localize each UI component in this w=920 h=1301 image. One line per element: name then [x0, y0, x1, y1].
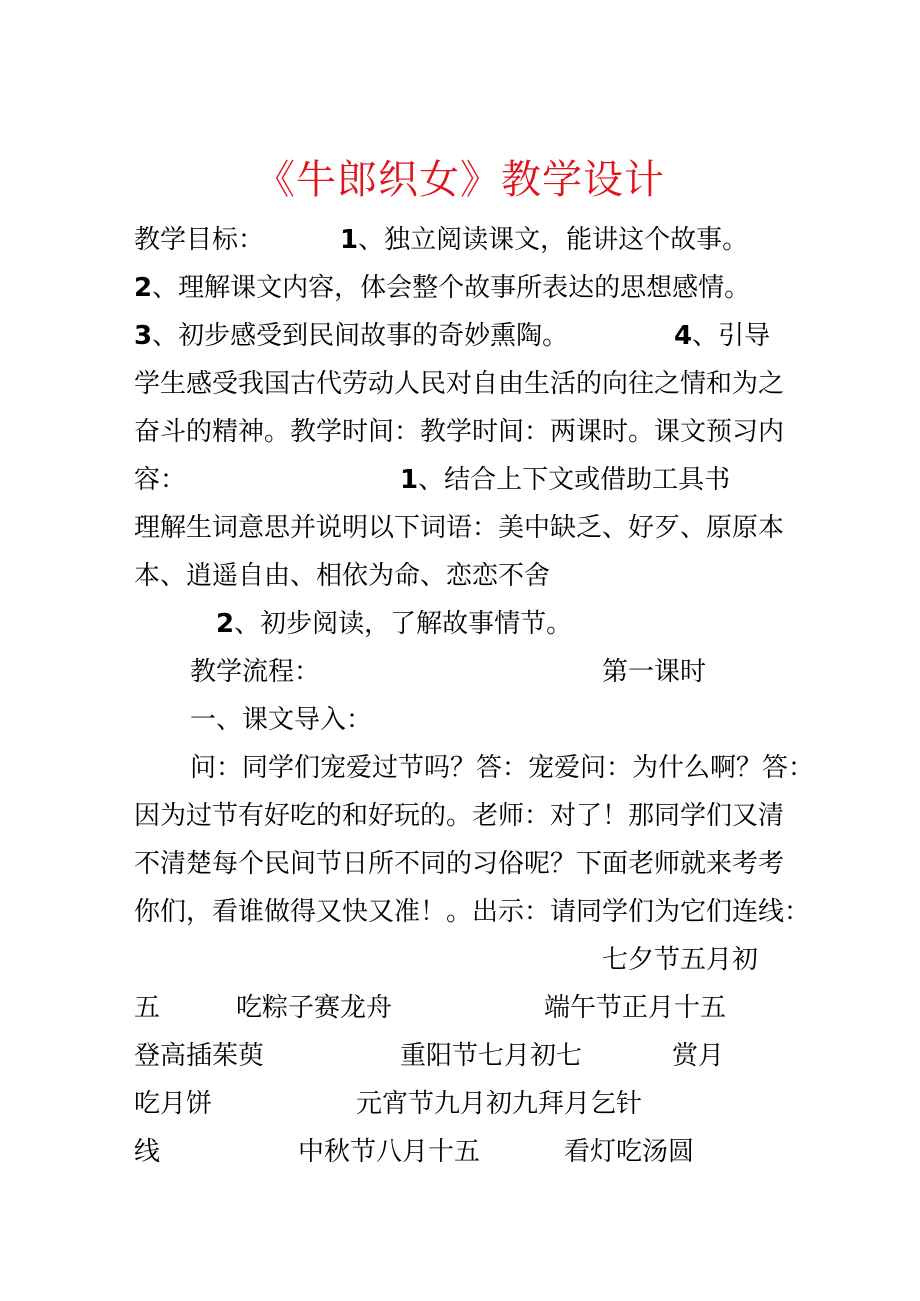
matching-item-4a: 吃月饼: [134, 1089, 213, 1119]
matching-item-1: 七夕节五月初: [602, 945, 759, 975]
preparation-1-text: 、结合上下文或借助工具书: [418, 465, 731, 495]
preparation-2: [216, 606, 572, 642]
first-lesson-label: 第一课时: [602, 657, 707, 687]
objective-1: [340, 222, 748, 258]
objective-3-text: 、初步感受到民间故事的奇妙熏陶。: [152, 321, 569, 351]
objective-2-number: 2: [134, 273, 153, 303]
preparation-1-number: 1: [400, 465, 419, 495]
objective-2-text: 、理解课文内容，体会整个故事所表达的思想感情。: [152, 273, 751, 303]
matching-item-3b: 重阳节七月初七: [400, 1041, 583, 1071]
preparation-2-number: 2: [216, 609, 235, 639]
objectives-label: 教学目标：: [134, 225, 265, 255]
preparation-1-continued-2: 本、逍遥自由、相依为命、恋恋不舍: [134, 561, 551, 591]
matching-item-5c: 看灯吃汤圆: [564, 1137, 695, 1167]
matching-item-3c: 赏月: [672, 1041, 725, 1071]
preparation-1-continued-1: 理解生词意思并说明以下词语：美中缺乏、好歹、原原本: [134, 513, 785, 543]
dialog-line-3: 不清楚每个民间节日所不同的习俗呢？下面老师就来考考: [134, 849, 785, 879]
dialog-line-2: 因为过节有好吃的和好玩的。老师：对了！那同学们又清: [134, 801, 785, 831]
section-1-heading: 一、课文导入：: [190, 705, 373, 735]
preparation-2-text: 、初步阅读，了解故事情节。: [234, 609, 573, 639]
objective-3-number: 3: [134, 321, 153, 351]
matching-item-2a: 五: [134, 993, 161, 1023]
matching-item-4b: 元宵节九月初九拜月乞针: [356, 1089, 643, 1119]
objective-4-continued-1: 学生感受我国古代劳动人民对自由生活的向往之情和为之: [134, 369, 785, 399]
preparation-label: 容：: [134, 465, 187, 495]
objective-3: [134, 318, 568, 354]
dialog-line-1: 问：同学们宠爱过节吗？答：宠爱问：为什么啊？答：: [190, 753, 815, 783]
objective-4-number: 4: [674, 321, 693, 351]
objective-4-continued-2: 奋斗的精神。教学时间：教学时间：两课时。课文预习内: [134, 417, 785, 447]
objective-2: [134, 270, 750, 306]
objective-1-text: 、独立阅读课文，能讲这个故事。: [358, 225, 749, 255]
objective-1-number: 1: [340, 225, 359, 255]
process-label: 教学流程：: [190, 657, 321, 687]
matching-item-5b: 中秋节八月十五: [298, 1137, 481, 1167]
matching-item-5a: 线: [134, 1137, 161, 1167]
objective-4: [674, 318, 770, 354]
objective-4-text: 、引导: [692, 321, 771, 351]
document-title: 《牛郎织女》教学设计: [255, 157, 665, 203]
dialog-line-4: 你们，看谁做得又快又准！。出示：请同学们为它们连线：: [134, 897, 811, 927]
matching-item-3a: 登高插茱萸: [134, 1041, 265, 1071]
matching-item-2b: 吃粽子赛龙舟: [236, 993, 393, 1023]
matching-item-2c: 端午节正月十五: [544, 993, 727, 1023]
preparation-1: [400, 462, 730, 498]
